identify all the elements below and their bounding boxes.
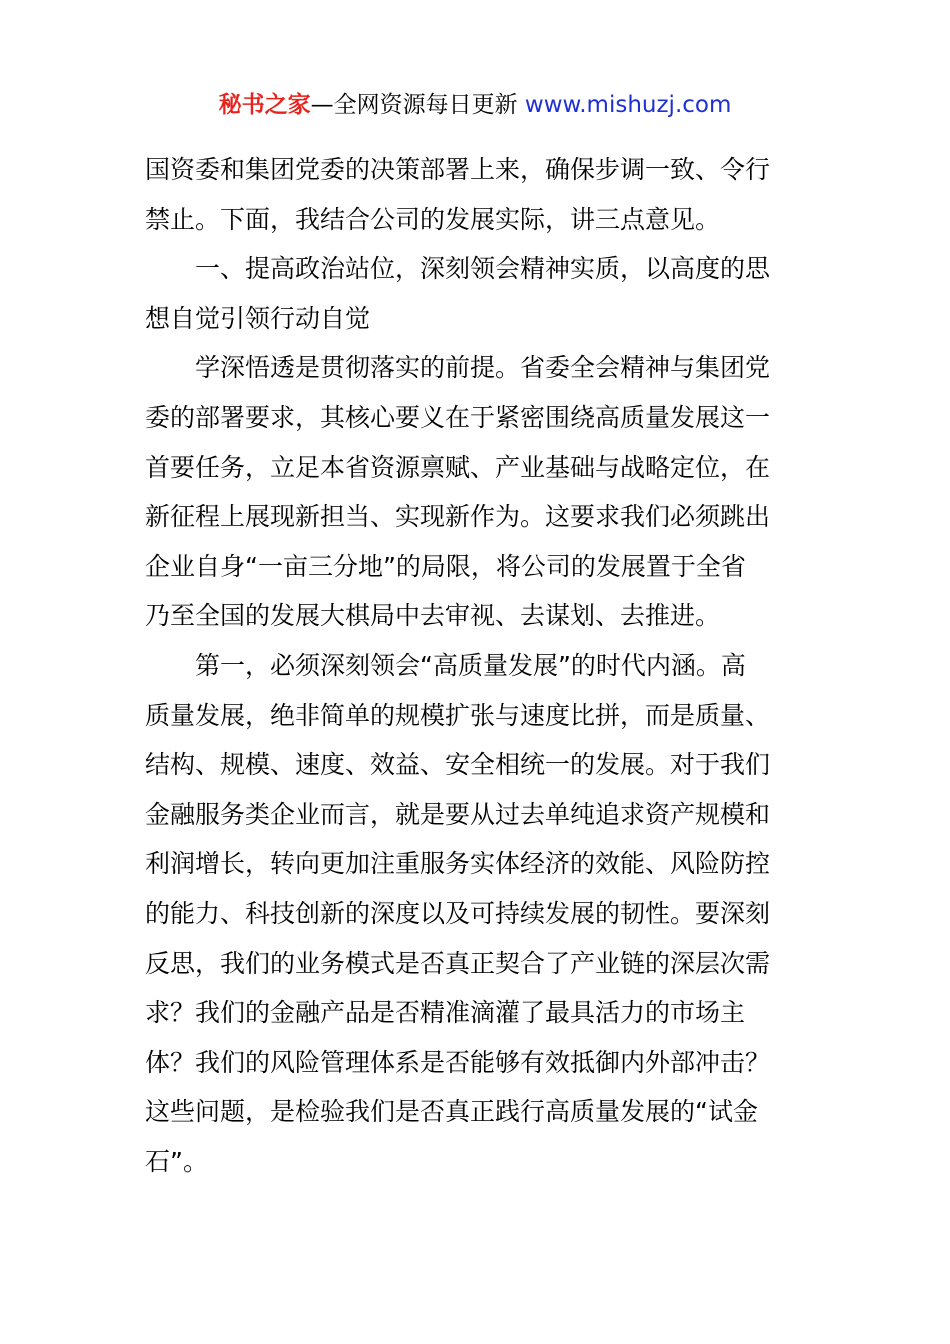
text-line: 这些问题，是检验我们是否真正践行高质量发展的“试金 xyxy=(145,1097,758,1127)
text-line: 的能力、科技创新的深度以及可持续发展的韧性。要深刻 xyxy=(145,898,771,928)
text-line: 企业自身“一亩三分地”的局限，将公司的发展置于全省 xyxy=(145,551,746,581)
document-body xyxy=(145,145,810,1186)
text-line: 首要任务，立足本省资源禀赋、产业基础与战略定位，在 xyxy=(145,452,771,482)
text-line: 新征程上展现新担当、实现新作为。这要求我们必须跳出 xyxy=(145,502,771,532)
text-line: 学深悟透是贯彻落实的前提。省委全会精神与集团党 xyxy=(195,353,771,383)
text-line: 反思，我们的业务模式是否真正契合了产业链的深层次需 xyxy=(145,948,771,978)
text-line: 质量发展，绝非简单的规模扩张与速度比拼，而是质量、 xyxy=(145,700,771,730)
text-line: 石”。 xyxy=(145,1146,208,1176)
section-heading-line: 一、提高政治站位，深刻领会精神实质，以高度的思 xyxy=(195,254,771,284)
text-line: 金融服务类企业而言，就是要从过去单纯追求资产规模和 xyxy=(145,799,771,829)
text-line: 利润增长，转向更加注重服务实体经济的效能、风险防控 xyxy=(145,849,771,879)
section-heading-line: 想自觉引领行动自觉 xyxy=(145,303,371,333)
site-url-link[interactable]: www.mishuzj.com xyxy=(524,92,732,118)
text-line: 乃至全国的发展大棋局中去审视、去谋划、去推进。 xyxy=(145,601,721,631)
text-line: 第一，必须深刻领会“高质量发展”的时代内涵。高 xyxy=(195,650,746,680)
text-line: 结构、规模、速度、效益、安全相统一的发展。对于我们 xyxy=(145,750,771,780)
header-tagline: —全网资源每日更新 xyxy=(310,92,525,118)
text-line: 体？我们的风险管理体系是否能够有效抵御内外部冲击？ xyxy=(145,1047,771,1077)
text-line: 禁止。下面，我结合公司的发展实际，讲三点意见。 xyxy=(145,204,721,234)
text-line: 委的部署要求，其核心要义在于紧密围绕高质量发展这一 xyxy=(145,402,771,432)
page-header xyxy=(0,88,950,122)
text-line: 求？我们的金融产品是否精准滴灌了最具活力的市场主 xyxy=(145,998,746,1028)
brand-name: 秘书之家 xyxy=(218,92,311,118)
text-line: 国资委和集团党委的决策部署上来，确保步调一致、令行 xyxy=(145,155,771,184)
